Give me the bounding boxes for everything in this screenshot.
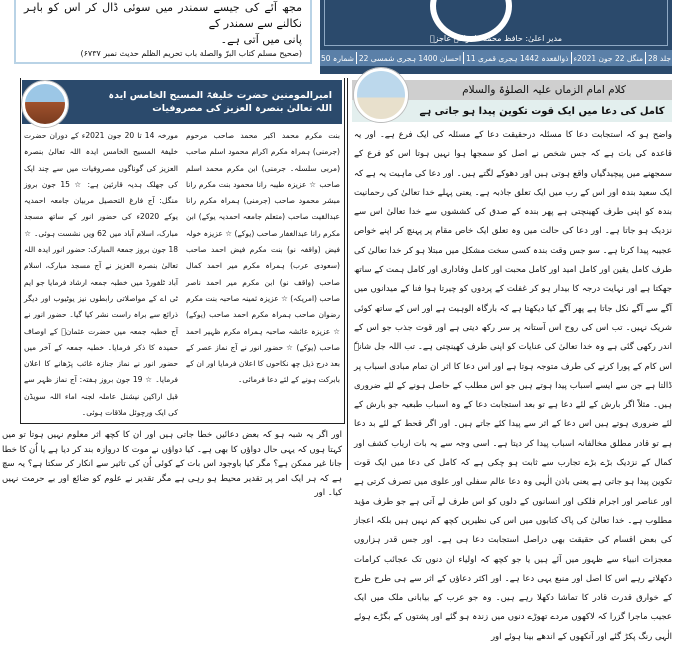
editor-name: مدیر اعلیٰ: حافظ محمد ظفراللہ عاجزؔ	[429, 34, 562, 43]
text-column: مورخہ 14 تا 20 جون 2021ء کے دوران حضرت خلیفۃ المسیح الخامس ایدہ اللہ تعالیٰ بنصرہ العزیز کی گوناگوں مصروفیات میں سے چند ایک کی جھلک ہدیہ قارئین ہے: ☆ 15 جون بروز منگل: آج فارغ التحصیل مربیان جامعہ احمدیہ یوکے 2020ء کی حضور انور کے ساتھ مسجد مبارک، اسلام آباد میں 62 ویں نشست ہوئی۔ ☆ 18 جون بروز جمعۃ المبارک: حضور انور ایدہ اللہ تعالیٰ بنصرہ العزیز نے آج مسجد مبارک، اسلام آباد ٹلفورڈ میں خطبہ جمعہ ارشاد فرمایا جو ایم ٹی اے کے مواصلاتی رابطوں نیز یوٹیوب اور دیگر ذرائع سے براہ راست نشر کیا گیا۔ حضور انور نے آج خطبہ جمعہ میں حضرت عثمانؓ کے اوصاف حمیدہ کا ذکر فرمایا۔ خطبہ جمعہ کے آخر میں حضور انور نے نماز جنازہ غائب پڑھانے کا اعلان فرمایا۔ ☆ 19 جون بروز ہفتہ: آج نماز ظہر سے قبل اراکین نیشنل عاملہ لجنہ اماء اللہ سویڈن کی ایک ورچوئل ملاقات ہوئی۔	[24, 131, 178, 418]
volume: جلد 28	[647, 53, 671, 63]
hadith-line: پانی میں آتی ہے۔	[220, 33, 302, 46]
mosque-photo	[354, 68, 408, 122]
text-column: بنت مکرم محمد اکبر محمد صاحب مرحوم (جرمنی) ہمراہ مکرم اکرام محمود اسلم صاحب (مربی سلسلہ۔ جرمنی) ابن مکرم محمد اسلم صاحب ☆ عزیزہ طیبہ رانا محمود بنت مکرم رانا مبشر محمود صاحب (جرمنی) ہمراہ مکرم رانا عبدالقیت صاحب (متعلم جامعہ احمدیہ یوکے) ابن مکرم رانا عبدالغفار صاحب (یوکے) ☆ عزیزہ خولہ فیض (واقفہ نو) بنت مکرم فیض احمد صاحب (سعودی عرب) ہمراہ مکرم میر احمد کمال صاحب (واقف نو) ابن مکرم میر احمد ناصر صاحب (امریکہ) ☆ عزیزہ ثمینہ صاحبہ بنت مکرم رضوان صاحب ہمراہ مکرم احمد صاحب (یوکے) ☆ عزیزہ عائشہ صاحبہ ہمراہ مکرم ظہیر احمد صاحب (یوکے) ☆ حضور انور نے آج نماز عصر کے بعد درج ذیل چھ نکاحوں کا اعلان فرمایا اور ان کے بابرکت ہونے کے لئے دعا فرمائی۔	[186, 131, 340, 385]
hijri-date: 11 ذوالقعدہ 1442 ہجری قمری	[466, 53, 569, 63]
divider	[463, 52, 464, 64]
right-article-body: واضح ہو کہ استجابت دعا کا مسئلہ درحقیقت دعا کے مسئلہ کی ایک فرع ہے۔ اور یہ قاعدہ کی بات ہے کہ جس شخص نے اصل کو سمجھا ہوا نہیں ہوتا اس کو فرع کے سمجھنے میں پیچیدگیاں واقع ہوتی ہیں اور دھوکے لگتے ہیں۔ اور دعا کی ماہیت یہ ہے کہ ایک سعید بندہ اور اس کے رب میں ایک تعلق جاذبہ ہے۔ یعنی پہلے خدا تعالیٰ کی رحمانیت بندہ کو اپنی طرف کھینچتی ہے پھر بندہ کے صدق کی کششوں سے خدا تعالیٰ اس سے نزدیک ہو جاتا ہے۔ اور دعا کی حالت میں وہ تعلق ایک خاص مقام پر پہنچ کر اپنے خواص عجیبہ پیدا کرتا ہے۔ سو جس وقت بندہ کسی سخت مشکل میں مبتلا ہو کر خدا تعالیٰ کی طرف کامل یقین اور کامل امید اور کامل محبت اور کامل وفاداری اور کامل ہمت کے ساتھ جھکتا ہے اور نہایت درجہ کا بیدار ہو کر غفلت کے پردوں کو چیرتا ہوا فنا کے میدانوں میں آگے سے آگے نکل جاتا ہے پھر آگے کیا دیکھتا ہے کہ بارگاہ الوہیت ہے اور اس کے ساتھ کوئی شریک نہیں۔ تب اس کی روح اس آستانہ پر سر رکھ دیتی ہے اور قوت جذب جو اس کے اندر رکھی گئی ہے وہ خدا تعالیٰ کی عنایات کو اپنی طرف کھینچتی ہے۔ تب اللہ جل شانہٗ اس کام کے پورا کرنے کی طرف متوجہ ہوتا ہے اور اس دعا کا اثر ان تمام مبادی اسباب پر ڈالتا ہے جن سے ایسے اسباب پیدا ہوتے ہیں جو اس مطلب کے حاصل ہونے کے لئے ضروری ہیں۔ مثلاً اگر بارش کے لئے دعا ہے تو بعد استجابت دعا کے وہ اسباب طبعیہ جو بارش کے لئے ضروری ہوتے ہیں اس دعا کے اثر سے پیدا کئے جاتے ہیں۔ اور اگر قحط کے لئے بد دعا ہے تو قادر مطلق مخالفانہ اسباب پیدا کر دیتا ہے۔ اسی وجہ سے یہ بات ارباب کشف اور کمال کے نزدیک بڑے بڑے تجارب سے ثابت ہو چکی ہے کہ کامل کی دعا میں ایک قوت تکوین پیدا ہو جاتی ہے یعنی باذن الٰہی وہ دعا عالم سفلی اور علوی میں تصرف کرتی ہے اور عناصر اور اجرام فلکی اور انسانوں کے دلوں کو اس طرف لے آتی ہے جو طرف مؤید مطلوب ہے۔ خدا تعالیٰ کی پاک کتابوں میں اس کی نظیریں کچھ کم نہیں ہیں بلکہ اعجاز کی بعض اقسام کی حقیقت بھی دراصل استجابت دعا ہی ہے۔ اور جس قدر ہزاروں معجزات انبیاء سے ظہور میں آئے ہیں یا جو کچھ کہ اولیاء ان دنوں تک عجائب کرامات دکھلاتے رہے اس کا اصل اور منبع یہی دعا ہے۔ اور اکثر دعاؤں کے اثر سے ہی طرح طرح کے خوارق قدرت قادر کا تماشا دکھلا رہے ہیں۔ وہ جو عرب کے بیابانی ملک میں ایک عجیب ماجرا گزرا کہ لاکھوں مردے تھوڑے دنوں میں زندہ ہو گئے اور پشتوں کے بگڑے ہوئے الٰہی رنگ پکڑ گئے اور آنکھوں کے اندھے بینا ہوئے اور	[354, 130, 672, 642]
hadith-box	[14, 0, 312, 64]
minaret-photo	[22, 81, 68, 127]
hadith-reference: (صحیح مسلم کتاب البرّ والصلة باب تحریم الظلم حدیث نمبر ۶۷۳۷)	[80, 49, 302, 58]
left-article-header	[22, 80, 342, 124]
left-article-body	[24, 128, 340, 422]
left-bottom-text: اور اگر یہ شبہ ہو کہ بعض دعائیں خطا جاتی ہیں اور ان کا کچھ اثر معلوم نہیں ہوتا تو میں کہتا ہوں کہ یہی حال دواؤں کا بھی ہے۔ کیا دواؤں نے موت کا دروازہ بند کر دیا ہے یا اُن کا خطا جانا غیر ممکن ہے؟ مگر کیا باوجود اس بات کے کوئی اُن کی تاثیر سے انکار کر سکتا ہے؟ یہ سچ ہے کہ ہر ایک امر پر تقدیر محیط ہو رہی ہے مگر تقدیر نے علوم کو ضائع اور بے حرمت نہیں کیا۔ اور	[2, 430, 342, 498]
date-bar	[320, 50, 672, 66]
left-article-title: امیرالمومنین حضرت خلیفۃ المسیح الخامس ایدہ اللہ تعالیٰ بنصرہ العزیز کی مصروفیات	[108, 90, 332, 114]
divider	[645, 52, 646, 64]
hadith-line: مجھ آئے کی جیسے سمندر میں سوئی ڈال کر اس کو باہر نکالنے سے سمندر کے	[24, 1, 302, 30]
shamsi-date: 22 احسان 1400 ہجری شمسی	[358, 53, 462, 63]
column-divider	[347, 78, 348, 470]
issue-number: شمارہ 50	[321, 53, 354, 63]
divider	[356, 52, 357, 64]
right-article-subtitle: کامل کی دعا میں ایک قوت تکوین پیدا ہو جاتی ہے	[419, 105, 665, 117]
masthead	[320, 0, 672, 50]
right-article-title: کلام امام الزماں علیہ الصلوٰۃ والسلام	[352, 80, 672, 100]
divider	[571, 52, 572, 64]
gregorian-date: منگل 22 جون 2021ء	[573, 53, 643, 63]
